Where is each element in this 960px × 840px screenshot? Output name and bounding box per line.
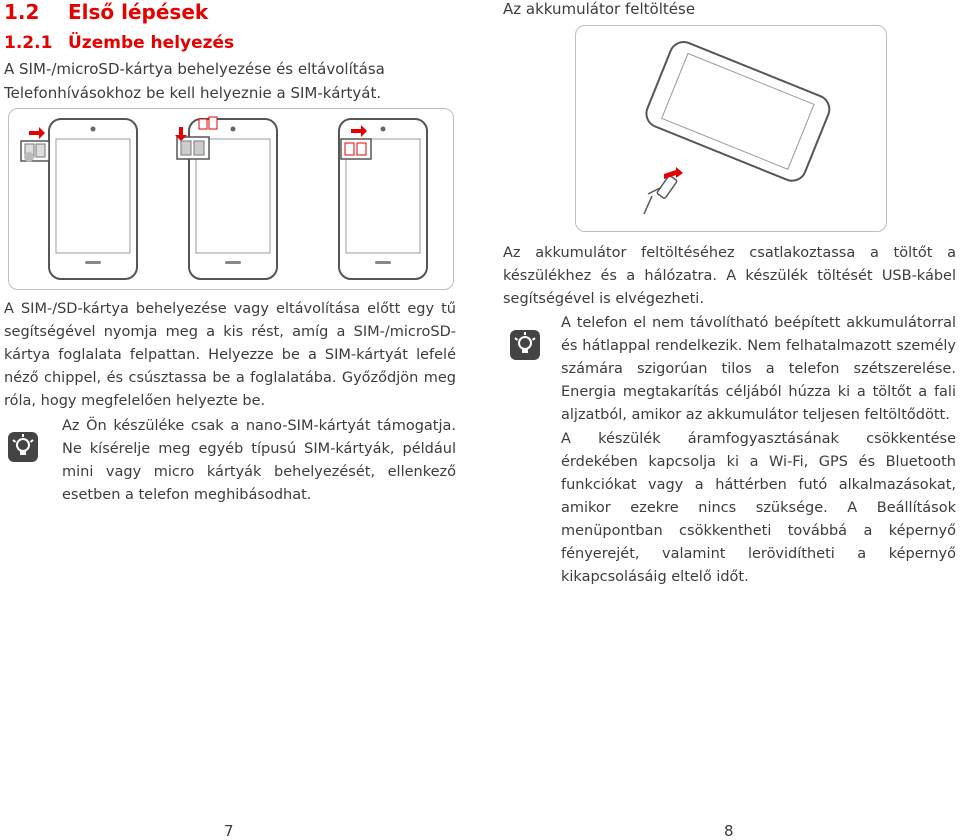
- section-number: 1.2: [4, 0, 40, 24]
- section-title: Első lépések: [68, 0, 209, 24]
- charging-diagram: [576, 26, 886, 231]
- sim-heading: A SIM-/microSD-kártya behelyezése és eltávolítása: [4, 60, 385, 78]
- phone-illustration-2: [175, 117, 277, 279]
- page-number-right: 8: [724, 822, 734, 840]
- subsection-title: Üzembe helyezés: [68, 33, 235, 53]
- charging-tip-1: A telefon el nem távolítható beépített akkumulátorral és hátlappal rendelkezik. Nem felhatalmazott személy számára szigorúan tilos a telefon szétszerelése. Energia megtakarítás céljából húzza ki a töltőt a fali aljzatból, amikor az akkumulátor teljesen feltöltődött.: [561, 315, 956, 423]
- page-number-left: 7: [224, 822, 234, 840]
- lightbulb-tip-icon: [8, 432, 38, 462]
- phone-illustration-3: [339, 119, 427, 279]
- subsection-number: 1.2.1: [4, 33, 53, 53]
- sim-illustration: [8, 108, 454, 290]
- sim-paragraph: A SIM-/SD-kártya behelyezése vagy eltávolítása előtt egy tű segítségével nyomja meg a kis rést, amíg a SIM-/microSD-kártya foglalata felpattan. Helyezze be a SIM-kártyát lefelé néző chippel, és csúsztassa be a foglalatába. Győződjön meg róla, hogy megfelelően helyezte be.: [4, 301, 456, 409]
- phone-illustration-1: [21, 119, 137, 279]
- sim-intro: Telefonhívásokhoz be kell helyeznie a SIM-kártyát.: [4, 84, 382, 102]
- charging-paragraph: Az akkumulátor feltöltéséhez csatlakoztassa a töltőt a készülékhez és a hálózatra. A készülék töltését USB-kábel segítségével is elvégezheti.: [503, 245, 956, 307]
- sim-insertion-diagram: [9, 109, 453, 289]
- charging-illustration: [575, 25, 887, 232]
- sim-tip: Az Ön készüléke csak a nano-SIM-kártyát támogatja. Ne kísérelje meg egyéb típusú SIM-kártyák, például mini vagy micro kártyák behelyezését, ellenkező esetben a telefon meghibásodhat.: [62, 418, 456, 503]
- lightbulb-tip-icon: [510, 330, 540, 360]
- charging-heading: Az akkumulátor feltöltése: [503, 0, 696, 18]
- charging-tip-2: A készülék áramfogyasztásának csökkentése érdekében kapcsolja ki a Wi-Fi, GPS és Bluetooth funkciókat vagy a háttérben futó alkalmazásokat, amikor ezekre nincs szüksége. A Beállítások menüpontban csökkentheti továbbá a képernyő fényerejét, valamint lerövidítheti a képernyő kikapcsolásáig eltelő időt.: [561, 431, 956, 585]
